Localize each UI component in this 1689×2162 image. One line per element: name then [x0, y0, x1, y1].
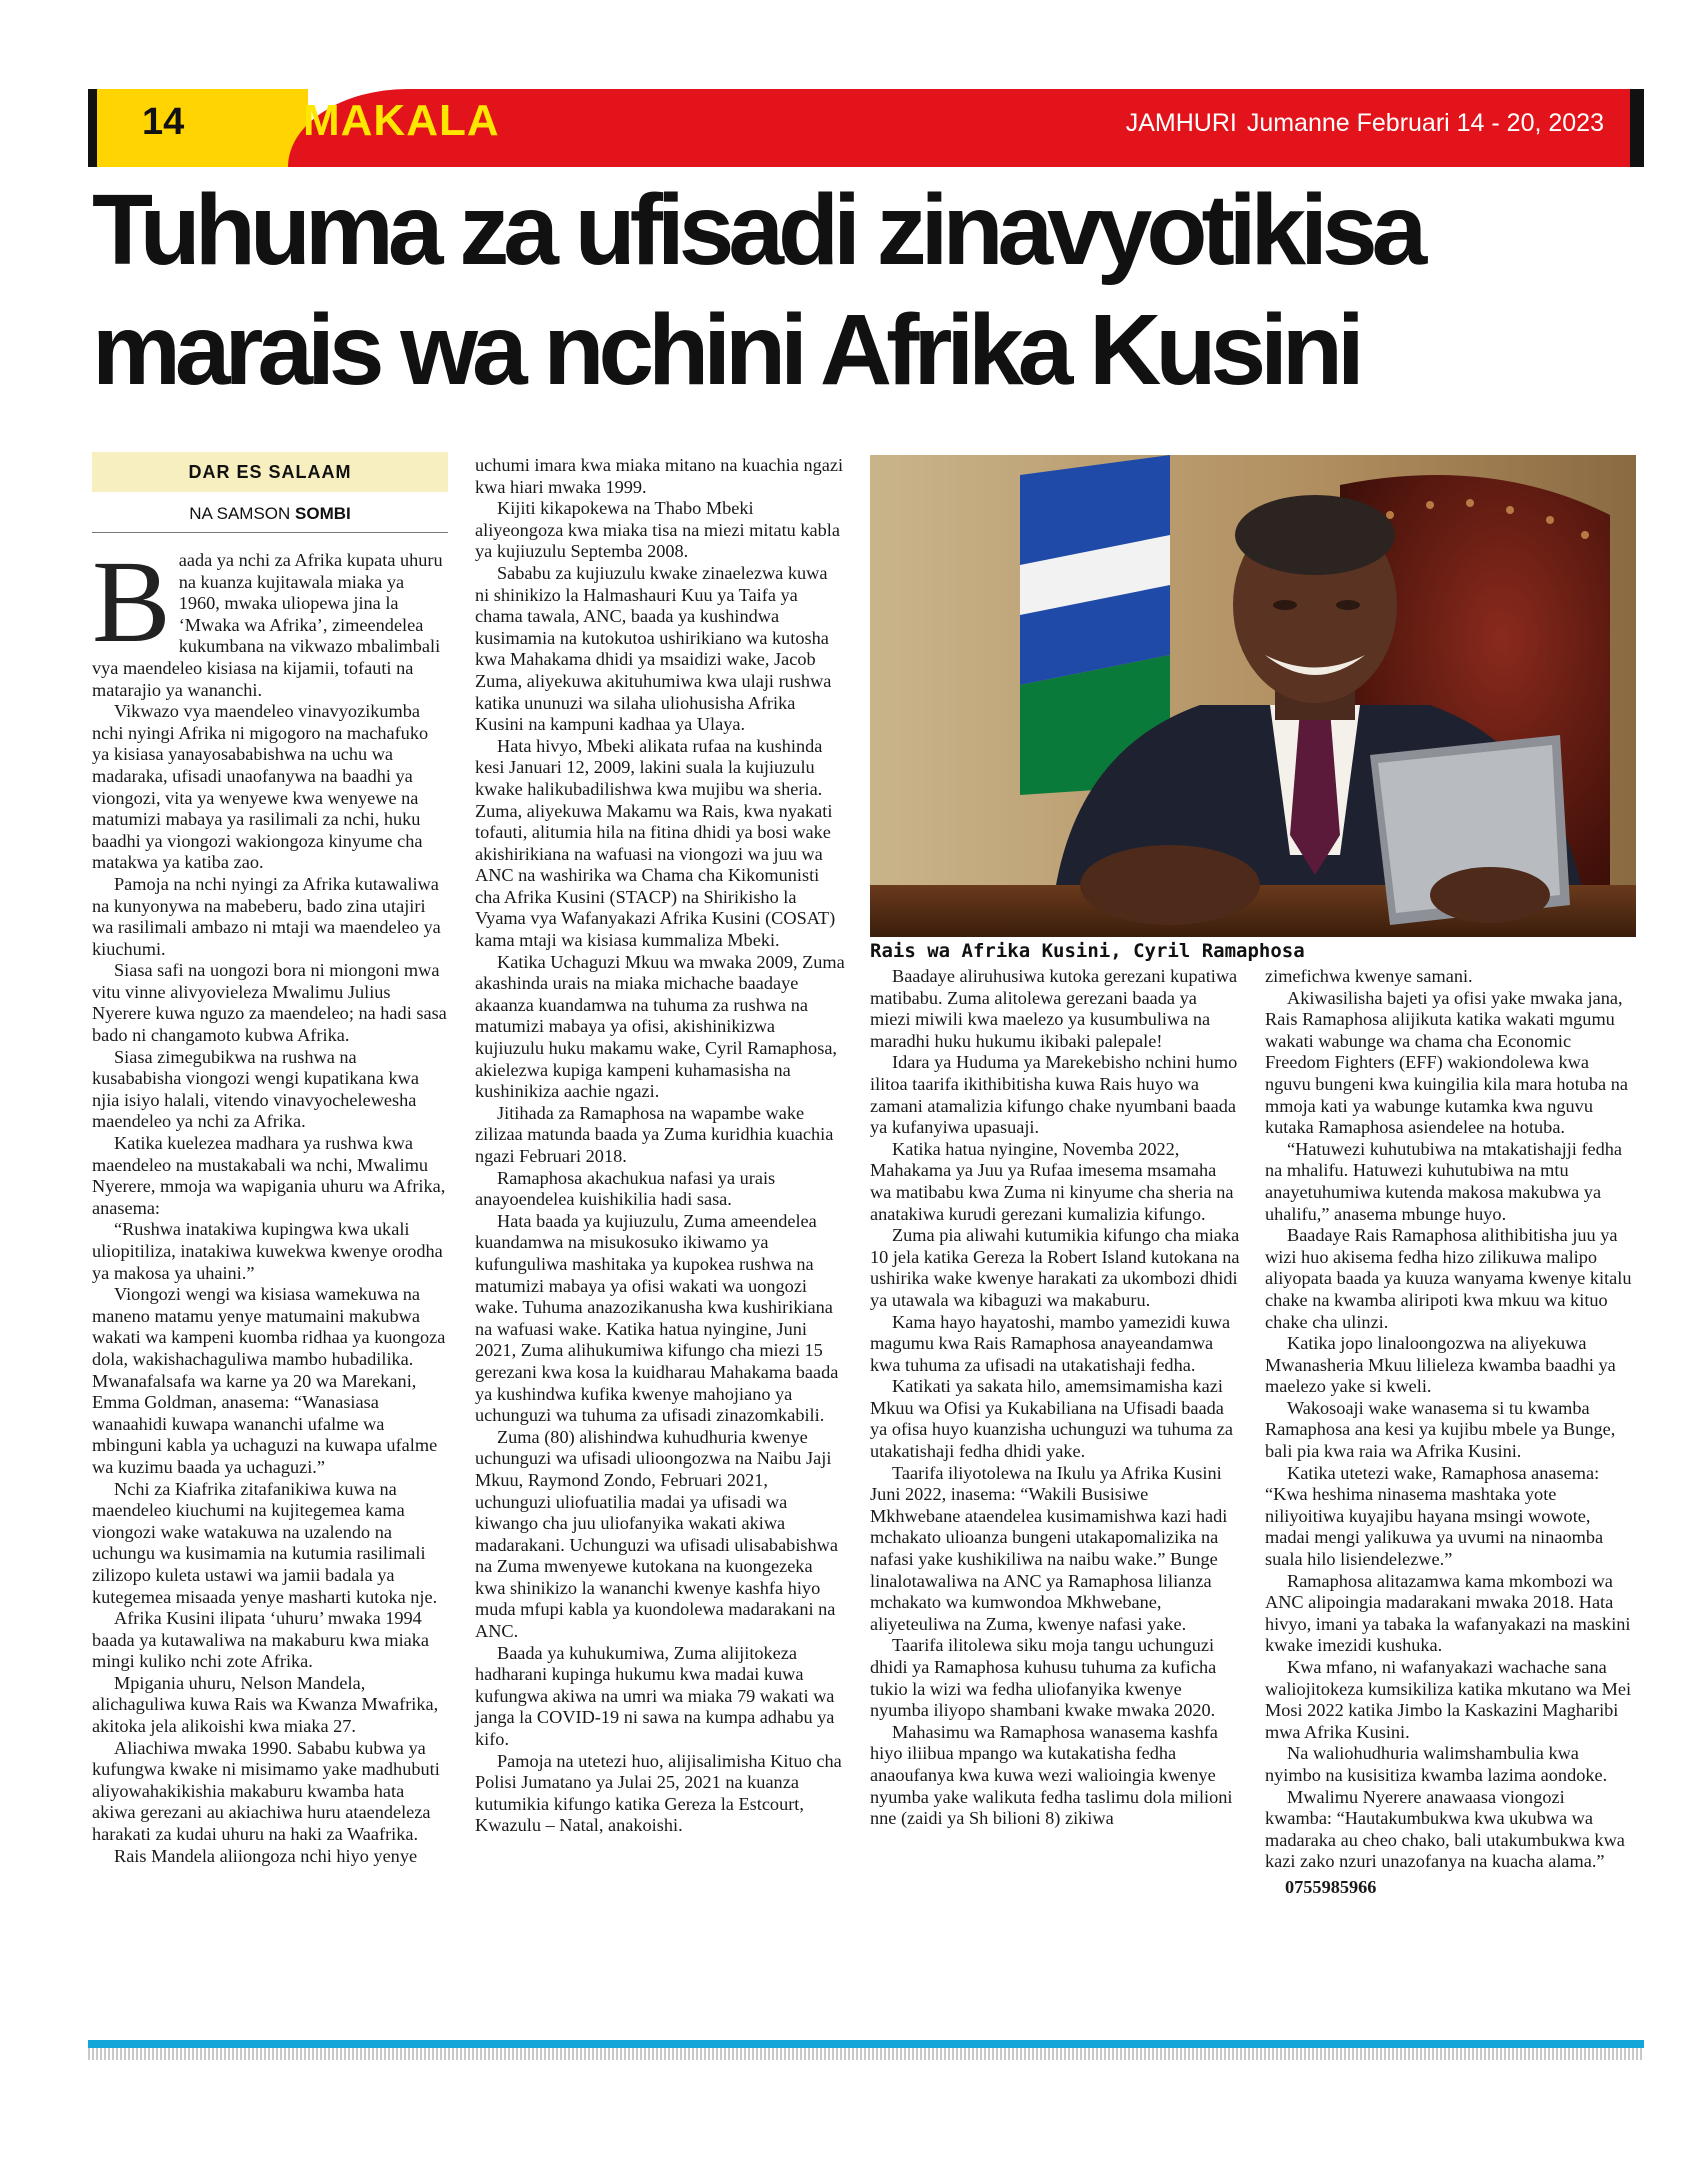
- header-right-bar: [1630, 89, 1644, 167]
- publication-name: JAMHURI: [1125, 109, 1237, 137]
- article-paragraph: Kama hayo hayatoshi, mambo yamezidi kuwa magumu kwa Rais Ramaphosa anayeandamwa kwa tuhuma za ufisadi na utakatishaji fedha.: [870, 1311, 1231, 1375]
- byline-prefix: NA SAMSON: [189, 504, 291, 523]
- article-paragraph: Kwa mfano, ni wafanyakazi wachache sana waliojitokeza kumsikiliza katika mkutano wa Mei Mosi 2022 katika Jimbo la Kaskazini Magharibi mwa Afrika Kusini.: [1265, 1657, 1632, 1742]
- headline: Tuhuma za ufisadi zinavyotikisa marais wa nchini Afrika Kusini: [92, 174, 1422, 406]
- article-paragraph: Taarifa iliyotolewa na Ikulu ya Afrika Kusini Juni 2022, inasema: “Wakili Busisiwe Mkhwebane ataendelea kusimamishwa kazi hadi mchakato ulioanza bungeni utakapomalizika na nafasi yake kushikiliwa na naibu wake.” Bunge linalotawaliwa na ANC ya Ramaphosa lilianza mchakato wa kumwondoa Mkhwebane, aliyeteuliwa na Zuma, kwenye nafasi yake.: [870, 1462, 1228, 1634]
- article-paragraph: Sababu za kujiuzulu kwake zinaelezwa kuwa ni shinikizo la Halmashauri Kuu ya Taifa ya chama tawala, ANC, baada ya kushindwa kusimamia na kutokutoa ushirikiano wa kutosha kwa Mahakama dhidi ya msaidizi wake, Jacob Zuma, aliyekuwa akituhumiwa kwa ulaji rushwa katika ununuzi wa silaha uliohusisha Afrika Kusini na kampuni kadhaa ya Ulaya.: [475, 562, 832, 735]
- article-paragraph: Taarifa ilitolewa siku moja tangu uchunguzi dhidi ya Ramaphosa kuhusu tuhuma za kuficha tukio la wizi wa fedha uliofanyika kwenye nyumba iliyopo shambani kwake mwaka 2020.: [870, 1635, 1217, 1721]
- byline: [92, 504, 448, 524]
- article-paragraph: Kijiti kikapokewa na Thabo Mbeki aliyeongoza kwa miaka tisa na miezi mitatu kabla ya kujiuzulu Septemba 2008.: [475, 498, 840, 562]
- article-paragraph: Zuma pia aliwahi kutumikia kifungo cha miaka 10 jela katika Gereza la Robert Island kutokana na ushirika wake kwenye harakati za ukombozi dhidi ya utawala wa kibaguzi wa makaburu.: [870, 1225, 1240, 1310]
- article-column-1: [92, 536, 448, 1867]
- section-title: MAKALA: [303, 96, 500, 145]
- article-paragraph: “Hatuwezi kuhutubiwa na mtakatishajji fedha na mhalifu. Hatuwezi kuhutubiwa na mtu anayetuhumiwa kutenda makosa makubwa ya uhalifu,” anasema mbunge huyo.: [1265, 1138, 1623, 1224]
- page-header: [88, 89, 1644, 167]
- article-paragraph: Na waliohudhuria walimshambulia kwa nyimbo na kusisitiza kwamba lazima aondoke.: [1265, 1743, 1608, 1785]
- page-number: 14: [142, 101, 185, 143]
- article-paragraph: Aliachiwa mwaka 1990. Sababu kubwa ya kufungwa kwake ni misimamo yake madhubuti aliyowahakikishia makaburu kwamba hata akiwa gerezani au akiachiwa huru ataendeleza harakati za kudai uhuru na haki za Waafrika.: [92, 1737, 440, 1845]
- issue-date: Jumanne Februari 14 - 20, 2023: [1246, 109, 1604, 137]
- byline-divider: [92, 532, 448, 533]
- article-paragraph: Katikati ya sakata hilo, amemsimamisha kazi Mkuu wa Ofisi ya Kukabiliana na Ufisadi baada ya ofisa huyo kuanzisha uchunguzi wa tuhuma za utakatishaji fedha dhidi yake.: [870, 1376, 1233, 1462]
- article-column-4: [1265, 966, 1635, 1899]
- article-paragraph: Siasa zimegubikwa na rushwa na kusababisha viongozi wengi kupatikana kwa njia isiyo halali, vitendo vinavyochelewesha maendeleo ya nchi za Afrika.: [92, 1046, 419, 1132]
- article-paragraph: Mahasimu wa Ramaphosa wanasema kashfa hiyo iliibua mpango wa kutakatisha fedha anaoufanya kwa kuwa wezi walioingia kwenye nyumba yake walikuta fedha taslimu dola milioni nne (zaidi ya Sh bilioni 8) zikiwa: [870, 1721, 1233, 1829]
- photo-illustration: [870, 455, 1636, 937]
- article-paragraph: Nchi za Kiafrika zitafanikiwa kuwa na maendeleo kiuchumi na kujitegemea kama viongozi wake watakuwa na uzalendo na uchungu wa kusimamia na kutumia rasilimali zilizopo kuleta ustawi wa jamii badala ya kutegemea misaada yenye masharti kutoka nje.: [92, 1478, 438, 1607]
- article-paragraph: Afrika Kusini ilipata ‘uhuru’ mwaka 1994 baada ya kutawaliwa na makaburu kwa miaka mingi kuliko nchi zote Afrika.: [92, 1608, 430, 1672]
- article-paragraph: Zuma (80) alishindwa kuhudhuria kwenye uchunguzi wa ufisadi ulioongozwa na Naibu Jaji Mkuu, Raymond Zondo, Februari 2021, uchunguzi uliofuatilia madai ya ufisadi wa kiwango cha juu uliofanyika wakati akiwa madarakani. Uchunguzi wa ufisadi ulisababishwa na Zuma mwenyewe kutokana na kuongezeka kwa shinikizo la wananchi kwenye kashfa hiyo muda mfupi kabla ya kuondolewa madarakani na ANC.: [475, 1426, 838, 1642]
- article-column-3: [870, 966, 1240, 1830]
- article-paragraph: Mpigania uhuru, Nelson Mandela, alichaguliwa kuwa Rais wa Kwanza Mwafrika, akitoka jela alikoishi kwa miaka 27.: [92, 1672, 439, 1737]
- article-paragraph: Pamoja na utetezi huo, alijisalimisha Kituo cha Polisi Jumatano ya Julai 25, 2021 na kuanza kutumikia kifungo katika Gereza la Estcourt, Kwazulu – Natal, anakoishi.: [475, 1750, 842, 1836]
- article-paragraph: Akiwasilisha bajeti ya ofisi yake mwaka jana, Rais Ramaphosa alijikuta katika wakati mgumu wakati wabunge wa chama cha Economic Freedom Fighters (EFF) wakiondolewa kwa nguvu bungeni kwa kuingilia kila mara hotuba na mmoja kati ya wabunge kutamka kwa nguvu kutaka Ramaphosa asiendelee na hotuba.: [1265, 987, 1629, 1138]
- author-phone: 0755985966: [1285, 1876, 1377, 1897]
- header-yellow-block: [88, 89, 308, 167]
- article-paragraph: uchumi imara kwa miaka mitano na kuachia ngazi kwa hiari mwaka 1999.: [475, 455, 844, 497]
- article-paragraph: Baadaye aliruhusiwa kutoka gerezani kupatiwa matibabu. Zuma alitolewa gerezani baada ya miezi miwili kwa maelezo ya kusumbuliwa na maradhi huku hukumu ikibaki palepale!: [870, 966, 1238, 1051]
- photo-caption: Rais wa Afrika Kusini, Cyril Ramaphosa: [870, 940, 1305, 962]
- footer-stripe: [88, 2048, 1644, 2060]
- article-paragraph: Baadaye Rais Ramaphosa alithibitisha juu ya wizi huo akisema fedha hizo zilikuwa malipo aliyopata baada ya kuuza wanyama kwenye kitalu chake na kwamba aliripoti kwa mkuu wa kituo chake cha ulinzi.: [1265, 1225, 1632, 1332]
- article-paragraph: Viongozi wengi wa kisiasa wamekuwa na maneno matamu yenye matumaini makubwa wakati wa kampeni kuomba ridhaa ya kuongoza dola, wakishachaguliwa mambo hubadilika. Mwanafalsafa wa karne ya 20 wa Marekani, Emma Goldman, anasema: “Wanasiasa wanaahidi kuwapa wananchi ufalme wa mbinguni kabla ya uchaguzi na kuwapa ufalme wa kuzimu baada ya uchaguzi.”: [92, 1284, 446, 1477]
- article-paragraph: Hata hivyo, Mbeki alikata rufaa na kushinda kesi Januari 12, 2009, lakini suala la kujiuzulu kwake halikubadilishwa kwa mujibu wa sheria. Zuma, aliyekuwa Makamu wa Rais, kwa nyakati tofauti, alitumia hila na fitina dhidi ya bosi wake akishirikiana na wafuasi na viongozi wa juu wa ANC na washirika wa Chama cha Kikomunisti cha Afrika Kusini (STACP) na Shirikisho la Vyama vya Wafanyakazi Afrika Kusini (COSAT) kama mtaji wa kisiasa kummaliza Mbeki.: [475, 735, 836, 951]
- article-paragraph: Ramaphosa alitazamwa kama mkombozi wa ANC alipoingia madarakani mwaka 2018. Hata hivyo, imani ya tabaka la wafanyakazi na maskini kwake imezidi kushuka.: [1265, 1570, 1631, 1656]
- article-paragraph: Hata baada ya kujiuzulu, Zuma ameendelea kuandamwa na misukosuko ikiwamo ya kufunguliwa mashitaka ya kupokea rushwa na matumizi mabaya ya ofisi wakati wa uongozi wake. Tuhuma anazozikanusha kwa kushirikiana na wafuasi wake. Katika hatua nyingine, Juni 2021, Zuma alihukumiwa kifungo cha miezi 15 gerezani kwa kosa la kuidharau Mahakama baada ya kushindwa kufika kwenye mahojiano ya uchunguzi wa tuhuma za ufisadi zinazomkabili.: [475, 1210, 839, 1426]
- ramaphosa-photo: [870, 455, 1636, 937]
- dateline: DAR ES SALAAM: [92, 452, 448, 492]
- article-paragraph: Katika hatua nyingine, Novemba 2022, Mahakama ya Juu ya Rufaa imesema msamaha wa matibabu kwa Zuma ni kinyume cha sheria na anatakiwa kurudi gerezani kumalizia kifungo.: [870, 1138, 1234, 1224]
- article-paragraph: Katika kuelezea madhara ya rushwa kwa maendeleo na mustakabali wa nchi, Mwalimu Nyerere, mmoja wa wapigania uhuru wa Afrika, anasema:: [92, 1133, 446, 1218]
- article-paragraph: Pamoja na nchi nyingi za Afrika kutawaliwa na kunyonywa na mabeberu, bado zina utajiri wa rasilimali ambazo ni mtaji wa maendeleo ya kiuchumi.: [92, 873, 441, 959]
- article-column-2: [475, 455, 845, 1837]
- article-paragraph: Katika jopo linaloongozwa na aliyekuwa Mwanasheria Mkuu lilieleza kwamba baadhi ya maelezo yake si kweli.: [1265, 1333, 1616, 1397]
- article-paragraph: Vikwazo vya maendeleo vinavyozikumba nchi nyingi Afrika ni migogoro na machafuko ya kisiasa yanayosababishwa na uchu wa madaraka, ufisadi unaofanywa na baadhi ya viongozi, vita ya wenyewe kwa wenyewe na matumizi mabaya ya rasilimali za nchi, huku baadhi ya viongozi wakiongoza kinyume cha matakwa ya katiba zao.: [92, 701, 429, 873]
- article-paragraph: Idara ya Huduma ya Marekebisho nchini humo ilitoa taarifa ikithibitisha kuwa Rais huyo wa zamani atamalizia kifungo chake nyumbani baada ya kufanyiwa upasuaji.: [870, 1052, 1238, 1138]
- article-paragraph: [92, 536, 448, 701]
- article-paragraph: Ramaphosa akachukua nafasi ya urais anayoendelea kuishikilia hadi sasa.: [475, 1167, 776, 1210]
- article-paragraph: Rais Mandela aliiongoza nchi hiyo yenye: [114, 1845, 418, 1866]
- paragraph-text: aada ya nchi za Afrika kupata uhuru na kuanza kujitawala miaka ya 1960, mwaka uliopewa jina la ‘Mwaka wa Afrika’, zimeendelea kukumbana na vikwazo mbalimbali vya maendeleo kisiasa na kijamii, tofauti na matarajio ya wananchi.: [92, 550, 443, 700]
- article-paragraph: Katika utetezi wake, Ramaphosa anasema: “Kwa heshima ninasema mashtaka yote niliyoitiwa kuyajibu hayana msingi wowote, madai mengi yalikuwa ya uvumi na ninaomba suala hilo lisiendelezwe.”: [1265, 1462, 1604, 1570]
- article-paragraph: Wakosoaji wake wanasema si tu kwamba Ramaphosa ana kesi ya kujibu mbele ya Bunge, bali pia kwa raia wa Afrika Kusini.: [1265, 1397, 1616, 1462]
- article-quote: “Rushwa inatakiwa kupingwa kwa ukali uliopitiliza, inatakiwa kuwekwa kwenye orodha ya makosa ya uhaini.”: [92, 1219, 443, 1283]
- article-paragraph: Mwalimu Nyerere anawaasa viongozi kwamba: “Hautakumbukwa kwa ukubwa wa madaraka au cheo chako, bali utakumbukwa kwa kazi zako nzuri unazofanya na kuacha alama.”: [1265, 1786, 1625, 1872]
- article-paragraph: Jitihada za Ramaphosa na wapambe wake zilizaa matunda baada ya Zuma kuridhia kuachia ngazi Februari 2018.: [475, 1102, 834, 1166]
- footer-rule: [88, 2040, 1644, 2048]
- drop-cap: B: [92, 536, 171, 667]
- article-paragraph: Katika Uchaguzi Mkuu wa mwaka 2009, Zuma akashinda urais na miaka michache baadaye akaanza kuandamwa na tuhuma za rushwa na matumizi mabaya ya ofisi, akishinikizwa kujiuzulu huku makamu wake, Cyril Ramaphosa, akielezwa kupiga kampeni kuhamasisha na kushinikiza aachie ngazi.: [475, 951, 845, 1102]
- byline-surname: SOMBI: [295, 504, 351, 523]
- header-left-bar: [88, 89, 97, 167]
- masthead: [1116, 109, 1604, 138]
- article-paragraph: Siasa safi na uongozi bora ni miongoni mwa vitu vinne alivyovieleza Mwalimu Julius Nyerere kuwa nguzo za maendeleo; na hadi sasa bado ni changamoto kubwa Afrika.: [92, 960, 447, 1046]
- article-paragraph: Baada ya kuhukumiwa, Zuma alijitokeza hadharani kupinga hukumu kwa madai kuwa kufungwa akiwa na umri wa miaka 79 wakati wa janga la COVID-19 ni sawa na kumpa adhabu ya kifo.: [475, 1642, 835, 1750]
- article-paragraph: zimefichwa kwenye samani.: [1265, 966, 1473, 986]
